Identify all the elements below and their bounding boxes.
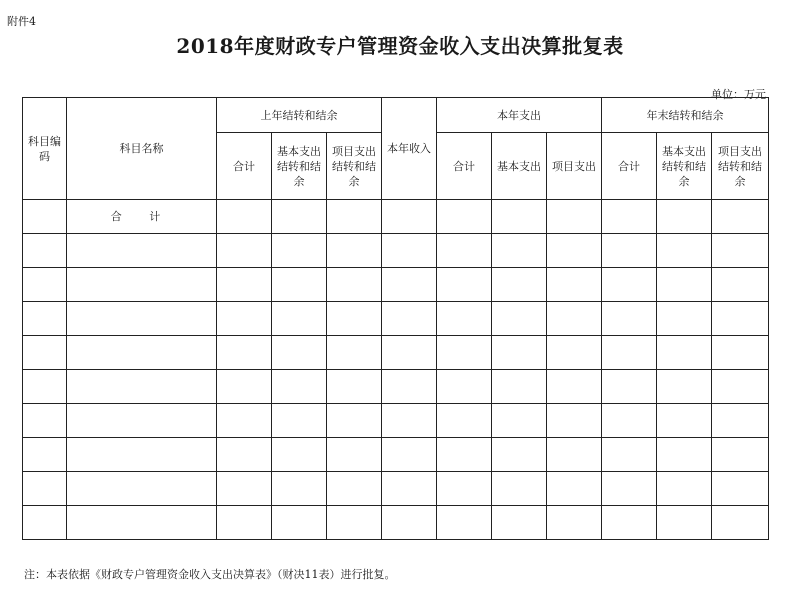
table-cell (272, 234, 327, 268)
table-cell (23, 438, 67, 472)
table-cell (67, 370, 217, 404)
table-cell (382, 404, 437, 438)
table-cell (67, 472, 217, 506)
table-cell (437, 234, 492, 268)
table-cell (272, 404, 327, 438)
table-cell (327, 404, 382, 438)
table-cell (382, 438, 437, 472)
table-cell (23, 268, 67, 302)
table-cell (437, 268, 492, 302)
header-prev-basic: 基本支出结转和结余 (272, 133, 327, 200)
table-row (23, 268, 769, 302)
page-title: 2018年度财政专户管理资金收入支出决算批复表 (176, 34, 624, 58)
table-cell (602, 404, 657, 438)
table-cell (437, 472, 492, 506)
total-label-text: 合 计 (110, 210, 173, 223)
header-subject-name: 科目名称 (67, 98, 217, 200)
table-cell (217, 234, 272, 268)
table-cell (602, 268, 657, 302)
table-cell (437, 404, 492, 438)
table-cell (382, 336, 437, 370)
table-cell (547, 404, 602, 438)
table-cell (547, 336, 602, 370)
table-cell (492, 234, 547, 268)
table-cell (492, 370, 547, 404)
table-cell (547, 472, 602, 506)
table-cell (327, 234, 382, 268)
table-cell (327, 370, 382, 404)
total-row (23, 200, 769, 234)
header-exp-basic: 基本支出 (492, 133, 547, 200)
table-cell (657, 336, 712, 370)
table-cell (67, 268, 217, 302)
table-cell (712, 506, 769, 540)
table-cell (712, 200, 769, 234)
table-cell (382, 370, 437, 404)
attachment-label: 附件4 (7, 15, 36, 28)
table-row (23, 370, 769, 404)
table-cell (327, 200, 382, 234)
table-row (23, 404, 769, 438)
table-cell (217, 200, 272, 234)
table-cell (657, 268, 712, 302)
table-cell (272, 370, 327, 404)
table-cell (217, 302, 272, 336)
table-cell (602, 234, 657, 268)
table-cell (492, 438, 547, 472)
table-cell (23, 336, 67, 370)
table-cell (67, 404, 217, 438)
table-cell (327, 438, 382, 472)
table-cell (437, 506, 492, 540)
table-cell (547, 200, 602, 234)
table-cell (712, 404, 769, 438)
table-cell (67, 234, 217, 268)
table-cell (602, 370, 657, 404)
table-cell (657, 506, 712, 540)
table-cell (23, 506, 67, 540)
header-prev-year-carryover: 上年结转和结余 (217, 98, 382, 133)
unit-label: 单位：万元 (711, 88, 766, 101)
table-cell (327, 268, 382, 302)
table-row (23, 438, 769, 472)
table-cell (712, 268, 769, 302)
table-cell (23, 472, 67, 506)
table-cell (437, 200, 492, 234)
table-cell (327, 336, 382, 370)
table-cell (712, 302, 769, 336)
table-row (23, 302, 769, 336)
table-cell (67, 336, 217, 370)
table-cell (602, 506, 657, 540)
table-cell (657, 302, 712, 336)
header-current-income: 本年收入 (382, 98, 437, 200)
table-cell (492, 268, 547, 302)
table-cell (437, 438, 492, 472)
table-cell (217, 472, 272, 506)
table-cell (547, 234, 602, 268)
table-cell (602, 302, 657, 336)
table-cell (657, 234, 712, 268)
table-cell (272, 200, 327, 234)
table-cell (217, 336, 272, 370)
header-year-end-carryover: 年末结转和结余 (602, 98, 769, 133)
table-cell (272, 472, 327, 506)
table-cell (23, 234, 67, 268)
table-cell (67, 438, 217, 472)
header-exp-total: 合计 (437, 133, 492, 200)
table-cell (272, 302, 327, 336)
table-row (23, 336, 769, 370)
table-cell (272, 336, 327, 370)
table-cell (217, 438, 272, 472)
table-cell (602, 472, 657, 506)
table-cell (492, 302, 547, 336)
table-cell (547, 302, 602, 336)
table-cell (217, 506, 272, 540)
table-cell (547, 438, 602, 472)
table-cell (327, 472, 382, 506)
table-cell (492, 200, 547, 234)
table-cell (437, 370, 492, 404)
table-cell (272, 438, 327, 472)
table-cell (547, 370, 602, 404)
table-cell (327, 506, 382, 540)
header-end-project: 项目支出结转和结余 (712, 133, 769, 200)
table-cell (437, 336, 492, 370)
table-cell (217, 268, 272, 302)
table-cell (547, 506, 602, 540)
table-cell (272, 506, 327, 540)
header-row-1 (23, 98, 769, 133)
table-cell (602, 438, 657, 472)
table-cell (492, 404, 547, 438)
header-end-total: 合计 (602, 133, 657, 200)
header-prev-total: 合计 (217, 133, 272, 200)
table-cell (657, 200, 712, 234)
table-cell (23, 370, 67, 404)
table-cell (712, 336, 769, 370)
footnote: 注：本表依据《财政专户管理资金收入支出决算表》（财决11表）进行批复。 (24, 568, 396, 581)
table-cell (382, 302, 437, 336)
table-cell (602, 336, 657, 370)
table-cell (602, 200, 657, 234)
table-cell (382, 268, 437, 302)
table-cell (217, 404, 272, 438)
table-cell (712, 234, 769, 268)
approval-table (22, 97, 769, 540)
table-cell (382, 506, 437, 540)
table-cell (492, 472, 547, 506)
table-row (23, 472, 769, 506)
table-cell (382, 472, 437, 506)
table-cell (712, 472, 769, 506)
table-cell (382, 200, 437, 234)
table-cell (67, 302, 217, 336)
table-cell (217, 370, 272, 404)
table-cell (272, 268, 327, 302)
table-cell (657, 404, 712, 438)
table-cell (712, 370, 769, 404)
table-cell (23, 404, 67, 438)
table-cell (657, 370, 712, 404)
table-cell (23, 302, 67, 336)
table-cell (547, 268, 602, 302)
table-cell (67, 506, 217, 540)
table-cell (327, 302, 382, 336)
approval-table-container (22, 97, 769, 540)
total-row-code (23, 200, 67, 234)
table-cell (382, 234, 437, 268)
header-end-basic: 基本支出结转和结余 (657, 133, 712, 200)
total-row-label (67, 200, 217, 234)
table-cell (492, 336, 547, 370)
table-cell (657, 438, 712, 472)
table-cell (492, 506, 547, 540)
table-cell (657, 472, 712, 506)
table-row (23, 234, 769, 268)
header-exp-project: 项目支出 (547, 133, 602, 200)
table-cell (437, 302, 492, 336)
header-subject-code: 科目编码 (23, 98, 67, 200)
header-prev-project: 项目支出结转和结余 (327, 133, 382, 200)
table-row (23, 506, 769, 540)
header-current-expenditure: 本年支出 (437, 98, 602, 133)
table-cell (712, 438, 769, 472)
